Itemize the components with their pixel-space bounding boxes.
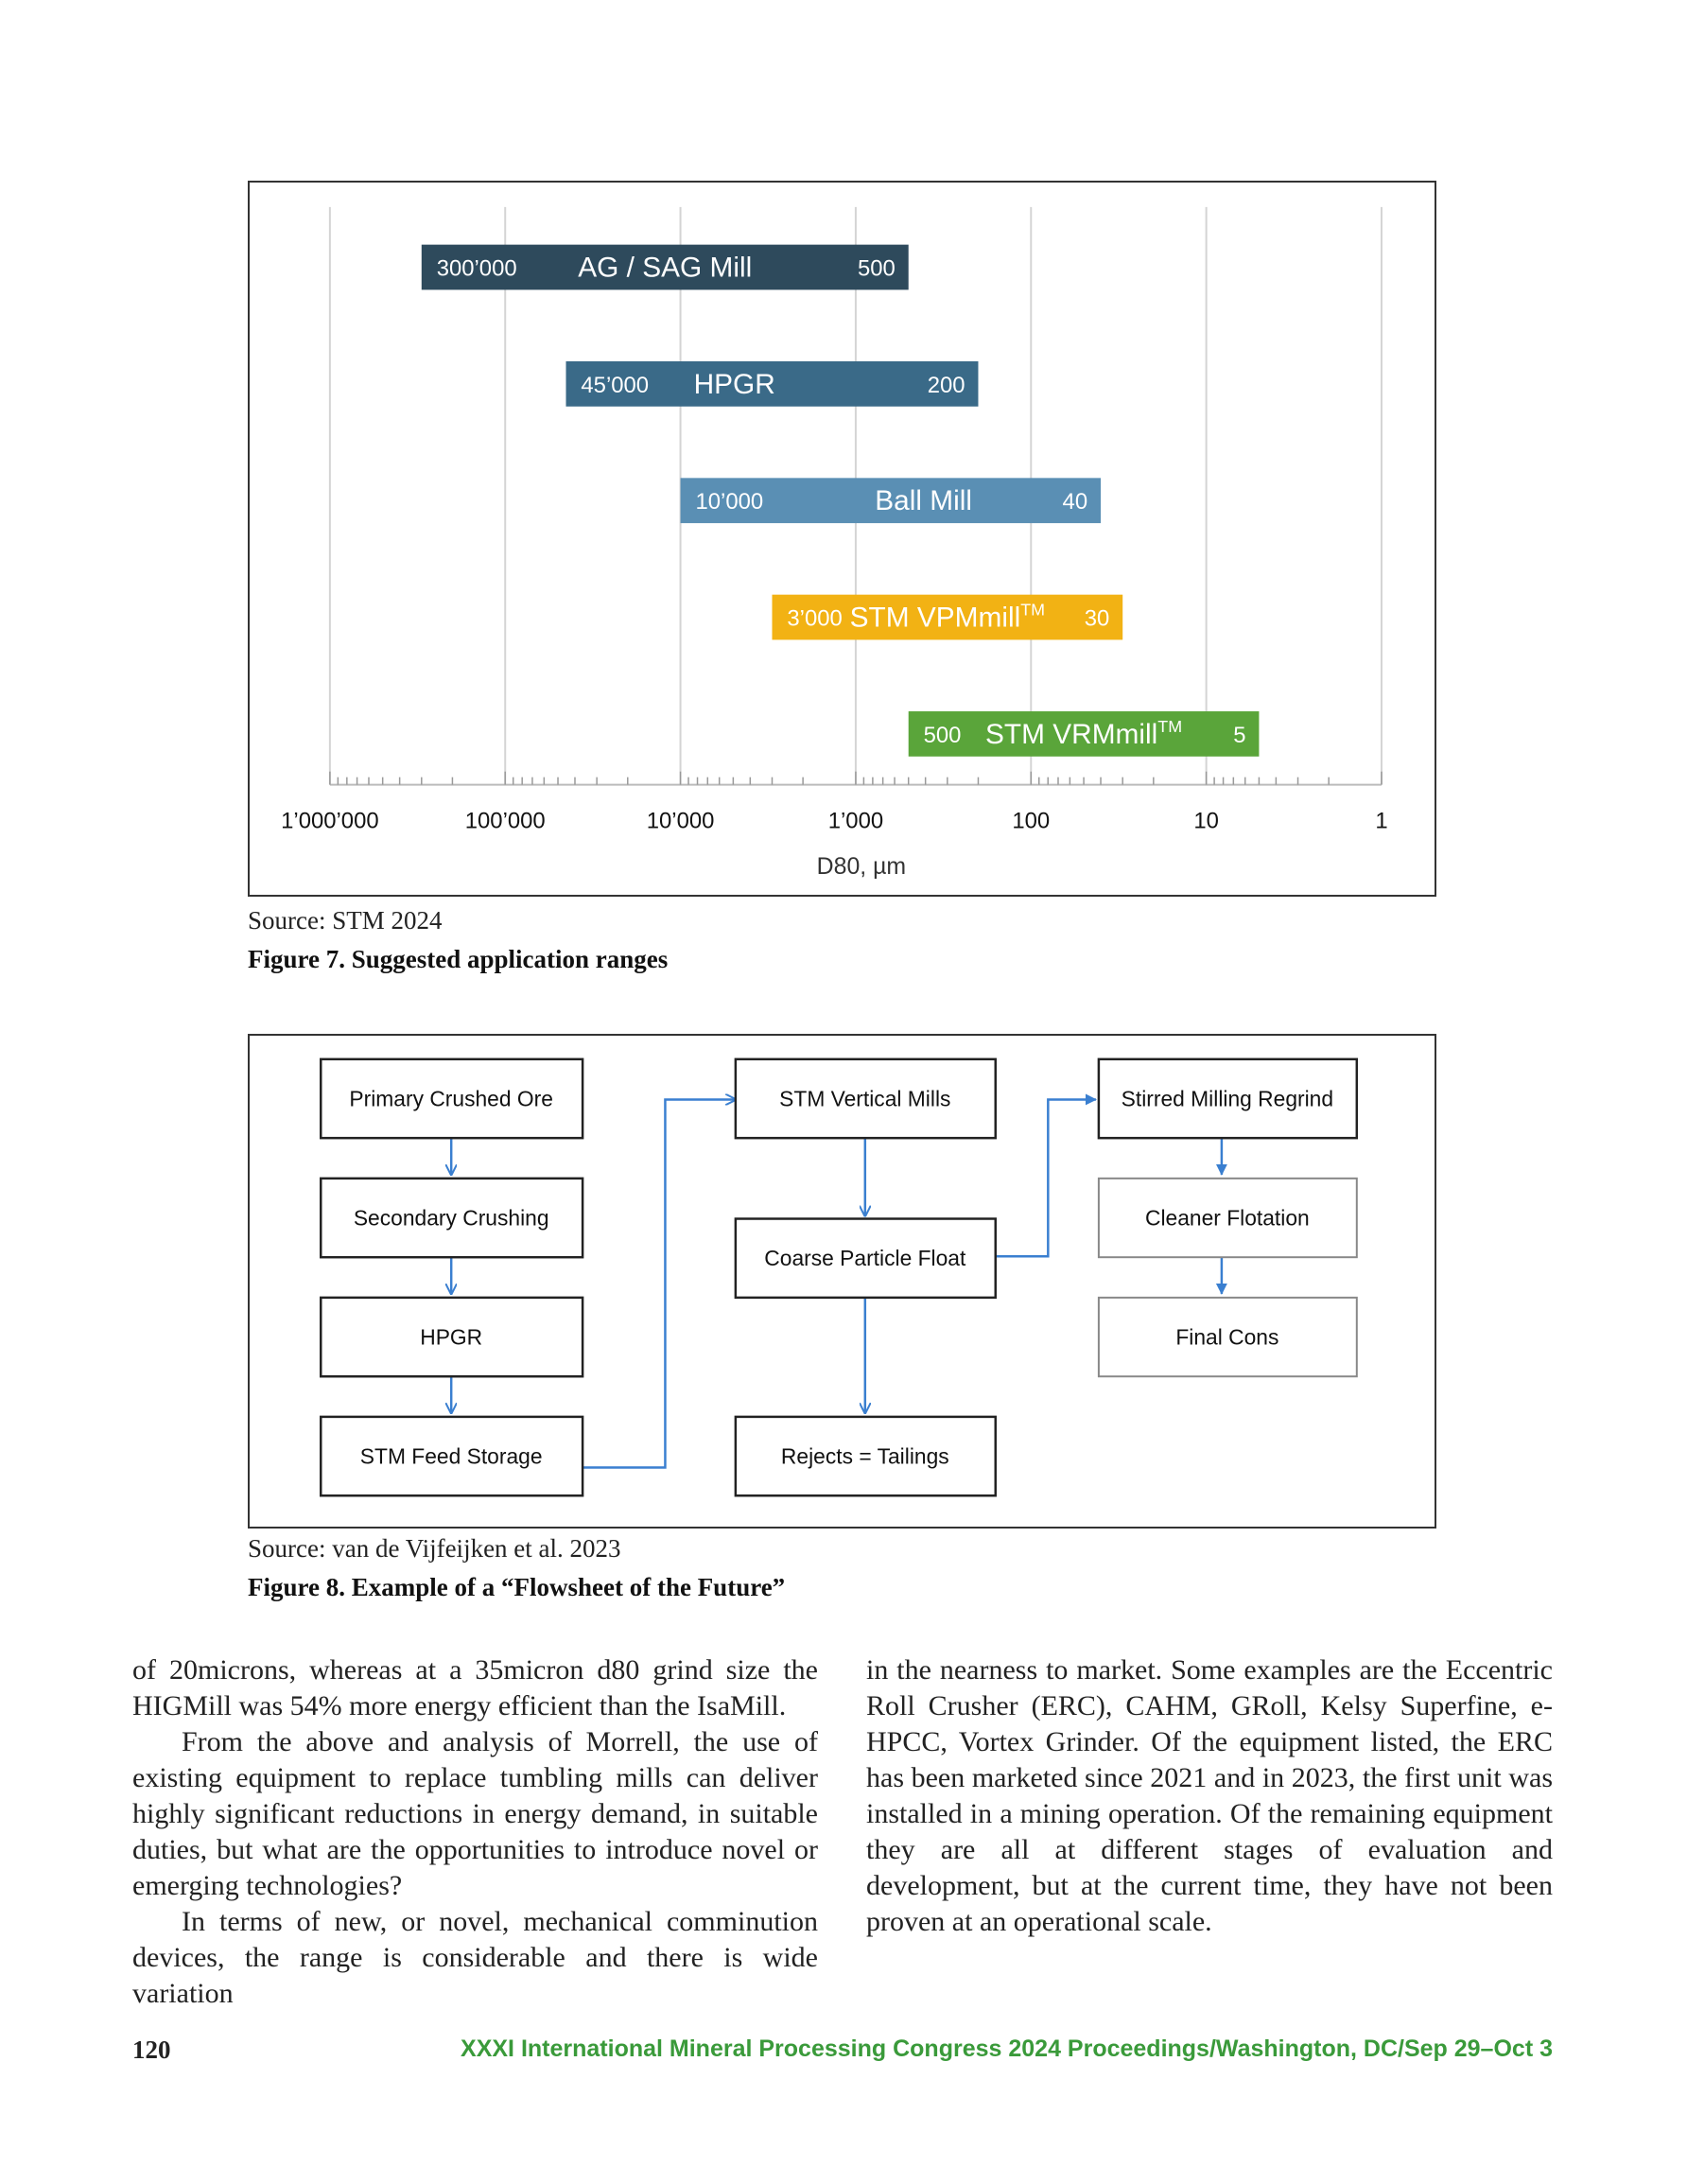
range-bar bbox=[772, 595, 1122, 640]
x-tick-label: 100’000 bbox=[464, 808, 546, 834]
figure-7-chart bbox=[248, 181, 1436, 897]
range-start-label: 500 bbox=[923, 722, 962, 748]
range-end-label: 40 bbox=[1062, 489, 1088, 515]
x-tick-label: 1 bbox=[1375, 808, 1388, 834]
range-start-label: 10’000 bbox=[695, 489, 764, 515]
range-start-label: 45’000 bbox=[581, 372, 650, 398]
svg-text:Secondary Crushing: Secondary Crushing bbox=[353, 1205, 549, 1231]
range-end-label: 30 bbox=[1084, 605, 1110, 632]
range-bar bbox=[422, 245, 909, 290]
range-bar bbox=[566, 361, 979, 407]
node-hpgr bbox=[321, 1298, 583, 1376]
figure-8-flowsheet bbox=[248, 1034, 1436, 1529]
node-stirred-milling-regrind bbox=[1099, 1059, 1357, 1138]
x-tick-label: 1’000 bbox=[827, 808, 884, 834]
svg-text:Coarse Particle Float: Coarse Particle Float bbox=[764, 1246, 966, 1271]
range-series-label: Ball Mill bbox=[875, 485, 973, 517]
range-end-label: 200 bbox=[927, 372, 965, 398]
x-tick-label: 10 bbox=[1193, 808, 1219, 834]
node-secondary-crushing bbox=[321, 1179, 583, 1257]
node-coarse-particle-float bbox=[736, 1219, 996, 1298]
node-final-cons bbox=[1099, 1298, 1357, 1376]
range-series-label: STM VRMmill™ bbox=[985, 716, 1183, 750]
range-start-label: 300’000 bbox=[436, 255, 517, 282]
node-rejects-tailings bbox=[736, 1417, 996, 1495]
svg-text:Rejects = Tailings: Rejects = Tailings bbox=[780, 1443, 949, 1469]
node-cleaner-flotation bbox=[1099, 1179, 1357, 1257]
body-column-right bbox=[866, 1652, 1553, 1940]
page-number: 120 bbox=[132, 2035, 171, 2064]
flowsheet-diagram bbox=[250, 1036, 1435, 1527]
node-stm-feed-storage bbox=[321, 1417, 583, 1495]
range-bar bbox=[909, 711, 1260, 757]
svg-text:Final Cons: Final Cons bbox=[1175, 1324, 1279, 1350]
paragraph: In terms of new, or novel, mechanical comminution devices, the range is considerable and there is wide variation bbox=[132, 1906, 818, 2009]
running-footer: XXXI International Mineral Processing Congress 2024 Proceedings/Washington, DC/Sep 29–Oct 3 bbox=[461, 2035, 1553, 2062]
range-series-label: HPGR bbox=[693, 368, 775, 400]
range-series-label: AG / SAG Mill bbox=[578, 252, 753, 284]
figure-8-source: Source: van de Vijfeijken et al. 2023 bbox=[248, 1534, 621, 1563]
figure-7-caption: Figure 7. Suggested application ranges bbox=[248, 945, 669, 973]
paragraph: in the nearness to market. Some examples are the Eccentric Roll Crusher (ERC), CAHM, GRoll, Kelsy Superfine, e-HPCC, Vortex Grinder. Of the equipment listed, the ERC has been marketed since 2021 and in 2023, the first unit was installed in a mining operation. Of the remaining equipment they are all at different stages of evaluation and development, but at the current time, they have not been proven at an operational scale. bbox=[866, 1654, 1553, 1937]
figure-8-caption: Figure 8. Example of a “Flowsheet of the Future” bbox=[248, 1573, 786, 1601]
range-end-label: 5 bbox=[1233, 722, 1246, 748]
range-bar bbox=[681, 478, 1101, 523]
x-axis-label: D80, µm bbox=[816, 853, 907, 881]
edge-coarse-float-to-regrind bbox=[997, 1099, 1096, 1256]
svg-text:Stirred Milling Regrind: Stirred Milling Regrind bbox=[1121, 1086, 1334, 1111]
application-range-chart bbox=[250, 183, 1435, 895]
x-tick-label: 100 bbox=[1012, 808, 1051, 834]
svg-text:STM Vertical Mills: STM Vertical Mills bbox=[779, 1086, 951, 1111]
body-column-left bbox=[132, 1652, 818, 2012]
node-primary-crushed-ore bbox=[321, 1059, 583, 1138]
svg-text:HPGR: HPGR bbox=[420, 1324, 483, 1350]
svg-text:Primary Crushed Ore: Primary Crushed Ore bbox=[349, 1086, 553, 1111]
range-start-label: 3’000 bbox=[787, 605, 843, 632]
paragraph: of 20microns, whereas at a 35micron d80 grind size the HIGMill was 54% more energy efficient than the IsaMill. bbox=[132, 1654, 818, 1721]
paragraph: From the above and analysis of Morrell, the use of existing equipment to replace tumbling mills can deliver highly significant reductions in energy demand, in suitable duties, but what are the opportunities to introduce novel or emerging technologies? bbox=[132, 1726, 818, 1901]
range-series-label: STM VPMmill™ bbox=[849, 600, 1046, 634]
range-end-label: 500 bbox=[857, 255, 896, 282]
edge-feed-storage-to-vertical-mills bbox=[583, 1099, 736, 1467]
svg-text:Cleaner Flotation: Cleaner Flotation bbox=[1144, 1205, 1310, 1231]
svg-text:STM Feed Storage: STM Feed Storage bbox=[359, 1443, 543, 1469]
x-tick-label: 1’000’000 bbox=[281, 808, 379, 834]
node-stm-vertical-mills bbox=[736, 1059, 996, 1138]
figure-7-source: Source: STM 2024 bbox=[248, 906, 443, 935]
x-tick-label: 10’000 bbox=[646, 808, 715, 834]
